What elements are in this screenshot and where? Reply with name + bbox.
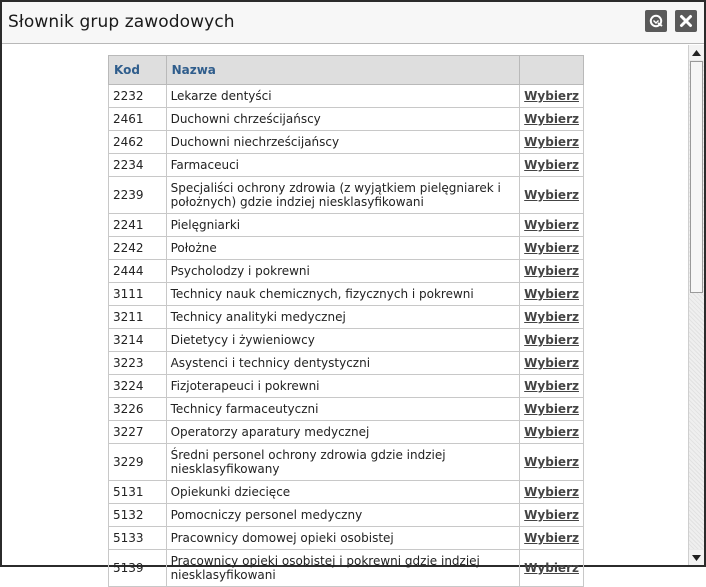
select-link[interactable]: Wybierz bbox=[524, 508, 579, 522]
refresh-button[interactable] bbox=[645, 10, 667, 32]
cell-code: 2444 bbox=[109, 260, 167, 283]
cell-code: 5139 bbox=[109, 550, 167, 587]
select-link[interactable]: Wybierz bbox=[524, 89, 579, 103]
table-header-row bbox=[109, 56, 584, 85]
select-link[interactable]: Wybierz bbox=[524, 310, 579, 324]
select-link[interactable]: Wybierz bbox=[524, 485, 579, 499]
cell-code: 3224 bbox=[109, 375, 167, 398]
cell-code: 3229 bbox=[109, 444, 167, 481]
cell-name: Psycholodzy i pokrewni bbox=[166, 260, 520, 283]
select-link[interactable]: Wybierz bbox=[524, 218, 579, 232]
column-header-action bbox=[520, 56, 584, 85]
cell-action bbox=[520, 481, 584, 504]
cell-action bbox=[520, 375, 584, 398]
table-row bbox=[109, 177, 584, 214]
select-link[interactable]: Wybierz bbox=[524, 135, 579, 149]
cell-action bbox=[520, 444, 584, 481]
cell-action bbox=[520, 329, 584, 352]
cell-name: Pracownicy opieki osobistej i pokrewni gdzie indziej niesklasyfikowani bbox=[166, 550, 520, 587]
select-link[interactable]: Wybierz bbox=[524, 158, 579, 172]
cell-name: Asystenci i technicy dentystyczni bbox=[166, 352, 520, 375]
scroll-down-button[interactable] bbox=[689, 550, 704, 565]
cell-action bbox=[520, 352, 584, 375]
cell-code: 2461 bbox=[109, 108, 167, 131]
cell-name: Pomocniczy personel medyczny bbox=[166, 504, 520, 527]
cell-name: Technicy analityki medycznej bbox=[166, 306, 520, 329]
cell-code: 3226 bbox=[109, 398, 167, 421]
cell-name: Duchowni chrześcijańscy bbox=[166, 108, 520, 131]
cell-name: Opiekunki dziecięce bbox=[166, 481, 520, 504]
cell-code: 2241 bbox=[109, 214, 167, 237]
close-icon bbox=[678, 13, 694, 29]
cell-action bbox=[520, 85, 584, 108]
cell-code: 2242 bbox=[109, 237, 167, 260]
cell-name: Średni personel ochrony zdrowia gdzie indziej niesklasyfikowany bbox=[166, 444, 520, 481]
cell-code: 2234 bbox=[109, 154, 167, 177]
cell-action bbox=[520, 283, 584, 306]
cell-name: Pracownicy domowej opieki osobistej bbox=[166, 527, 520, 550]
occupation-groups-table bbox=[108, 55, 584, 587]
scroll-up-button[interactable] bbox=[689, 45, 704, 60]
cell-action bbox=[520, 504, 584, 527]
arrow-up-icon bbox=[692, 50, 701, 56]
cell-code: 2462 bbox=[109, 131, 167, 154]
cell-action bbox=[520, 527, 584, 550]
table-row bbox=[109, 306, 584, 329]
cell-name: Lekarze dentyści bbox=[166, 85, 520, 108]
dialog-title: Słownik grup zawodowych bbox=[8, 12, 235, 32]
cell-action bbox=[520, 177, 584, 214]
table-row bbox=[109, 131, 584, 154]
dialog-content bbox=[2, 45, 688, 582]
cell-code: 5131 bbox=[109, 481, 167, 504]
select-link[interactable]: Wybierz bbox=[524, 402, 579, 416]
select-link[interactable]: Wybierz bbox=[524, 188, 579, 202]
table-row bbox=[109, 504, 584, 527]
table-row bbox=[109, 375, 584, 398]
dialog-titlebar bbox=[2, 2, 704, 44]
cell-action bbox=[520, 214, 584, 237]
table-row bbox=[109, 421, 584, 444]
select-link[interactable]: Wybierz bbox=[524, 287, 579, 301]
table-row bbox=[109, 550, 584, 587]
cell-action bbox=[520, 398, 584, 421]
table-row bbox=[109, 283, 584, 306]
cell-name: Położne bbox=[166, 237, 520, 260]
arrow-down-icon bbox=[692, 555, 701, 561]
cell-action bbox=[520, 421, 584, 444]
cell-code: 5133 bbox=[109, 527, 167, 550]
table-row bbox=[109, 329, 584, 352]
column-header-name[interactable]: Nazwa bbox=[166, 56, 520, 85]
cell-name: Fizjoterapeuci i pokrewni bbox=[166, 375, 520, 398]
cell-name: Dietetycy i żywieniowcy bbox=[166, 329, 520, 352]
cell-name: Pielęgniarki bbox=[166, 214, 520, 237]
select-link[interactable]: Wybierz bbox=[524, 379, 579, 393]
table-row bbox=[109, 214, 584, 237]
cell-code: 3214 bbox=[109, 329, 167, 352]
select-link[interactable]: Wybierz bbox=[524, 112, 579, 126]
select-link[interactable]: Wybierz bbox=[524, 356, 579, 370]
column-header-code[interactable]: Kod bbox=[109, 56, 167, 85]
close-button[interactable] bbox=[675, 10, 697, 32]
table-row bbox=[109, 352, 584, 375]
select-link[interactable]: Wybierz bbox=[524, 333, 579, 347]
table-row bbox=[109, 108, 584, 131]
table-row bbox=[109, 527, 584, 550]
cell-name: Farmaceuci bbox=[166, 154, 520, 177]
cell-action bbox=[520, 108, 584, 131]
cell-code: 2239 bbox=[109, 177, 167, 214]
cell-code: 2232 bbox=[109, 85, 167, 108]
table-row bbox=[109, 237, 584, 260]
cell-action bbox=[520, 131, 584, 154]
cell-name: Technicy farmaceutyczni bbox=[166, 398, 520, 421]
table-row bbox=[109, 85, 584, 108]
vertical-scrollbar[interactable] bbox=[688, 45, 704, 565]
table-row bbox=[109, 444, 584, 481]
scrollbar-thumb[interactable] bbox=[690, 61, 703, 293]
table-row bbox=[109, 154, 584, 177]
cell-name: Operatorzy aparatury medycznej bbox=[166, 421, 520, 444]
cell-code: 3223 bbox=[109, 352, 167, 375]
table-row bbox=[109, 398, 584, 421]
table-row bbox=[109, 481, 584, 504]
cell-name: Technicy nauk chemicznych, fizycznych i pokrewni bbox=[166, 283, 520, 306]
cell-code: 3211 bbox=[109, 306, 167, 329]
cell-action bbox=[520, 154, 584, 177]
cell-code: 3111 bbox=[109, 283, 167, 306]
refresh-icon bbox=[648, 13, 664, 29]
cell-name: Specjaliści ochrony zdrowia (z wyjątkiem pielęgniarek i położnych) gdzie indziej niesklasyfikowani bbox=[166, 177, 520, 214]
cell-code: 3227 bbox=[109, 421, 167, 444]
cell-action bbox=[520, 237, 584, 260]
select-link[interactable]: Wybierz bbox=[524, 561, 579, 575]
cell-action bbox=[520, 550, 584, 587]
cell-action bbox=[520, 306, 584, 329]
select-link[interactable]: Wybierz bbox=[524, 264, 579, 278]
cell-action bbox=[520, 260, 584, 283]
select-link[interactable]: Wybierz bbox=[524, 531, 579, 545]
cell-code: 5132 bbox=[109, 504, 167, 527]
select-link[interactable]: Wybierz bbox=[524, 425, 579, 439]
select-link[interactable]: Wybierz bbox=[524, 455, 579, 469]
select-link[interactable]: Wybierz bbox=[524, 241, 579, 255]
table-row bbox=[109, 260, 584, 283]
cell-name: Duchowni niechrześcijańscy bbox=[166, 131, 520, 154]
